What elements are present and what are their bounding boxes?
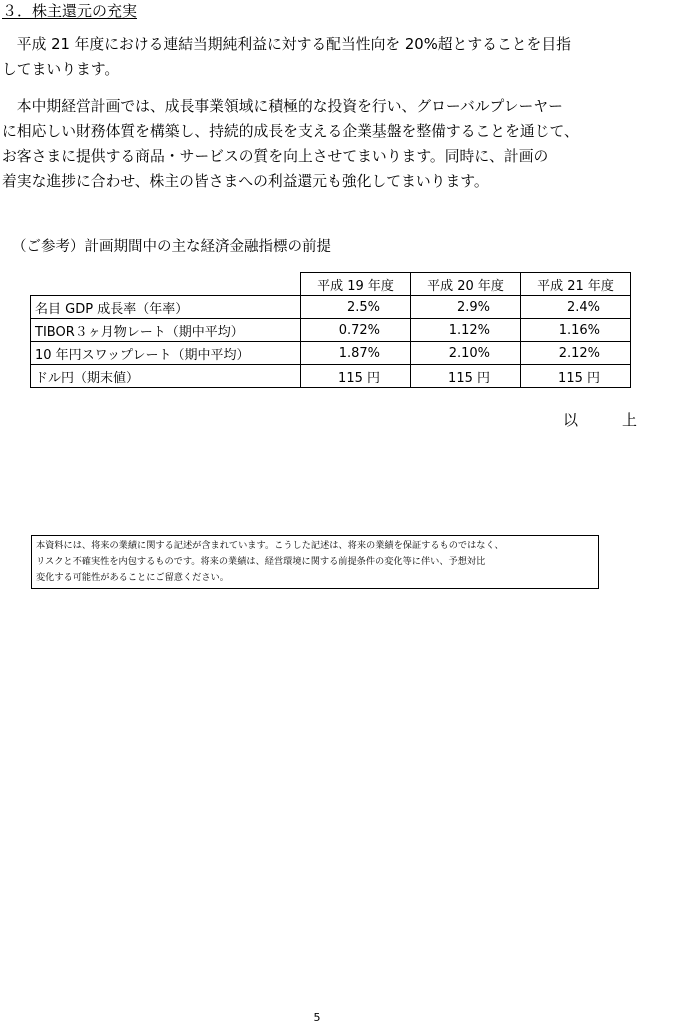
table-cell: 2.9% <box>411 296 521 319</box>
table-cell: 1.16% <box>521 319 631 342</box>
table-header-cell: 平成 21 年度 <box>521 273 631 296</box>
disclaimer-box <box>31 535 599 589</box>
disclaimer-line: 変化する可能性があることにご留意ください。 <box>36 572 229 583</box>
row-label: ドル円（期末値） <box>31 365 301 388</box>
table-row <box>31 319 631 342</box>
paragraph-line: 本中期経営計画では、成長事業領域に積極的な投資を行い、グローバルプレーヤー <box>2 98 563 115</box>
table-row <box>31 342 631 365</box>
reference-title: （ご参考）計画期間中の主な経済金融指標の前提 <box>12 239 331 255</box>
section-heading: ３．株主還元の充実 <box>2 2 138 20</box>
table-row <box>31 296 631 319</box>
table-cell: 2.10% <box>411 342 521 365</box>
row-label: 名目 GDP 成長率（年率） <box>31 296 301 319</box>
table-header-cell: 平成 20 年度 <box>411 273 521 296</box>
disclaimer-line: リスクと不確実性を内包するものです。将来の業績は、経営環境に関する前提条件の変化等に伴い、予想対比 <box>36 556 486 567</box>
paragraph-mid-term-plan <box>2 94 632 194</box>
table-cell: 115 円 <box>521 365 631 388</box>
page-number: 5 <box>313 1011 321 1024</box>
economic-indicators-table <box>30 272 631 388</box>
table-header-cell: 平成 19 年度 <box>301 273 411 296</box>
table-header-row <box>31 273 631 296</box>
closing-mark: 以上 <box>563 411 681 429</box>
table-cell: 1.12% <box>411 319 521 342</box>
table-cell: 0.72% <box>301 319 411 342</box>
paragraph-dividend-policy <box>2 32 632 82</box>
paragraph-line: お客さまに提供する商品・サービスの質を向上させてまいります。同時に、計画の <box>2 148 549 165</box>
row-label: TIBOR３ヶ月物レート（期中平均） <box>31 319 301 342</box>
row-label: 10 年円スワップレート（期中平均） <box>31 342 301 365</box>
table-row <box>31 365 631 388</box>
table-cell: 115 円 <box>411 365 521 388</box>
paragraph-line: に相応しい財務体質を構築し、持続的成長を支える企業基盤を整備することを通じて、 <box>2 123 579 140</box>
disclaimer-line: 本資料には、将来の業績に関する記述が含まれています。こうした記述は、将来の業績を保証するものではなく、 <box>36 540 504 551</box>
table-cell: 2.4% <box>521 296 631 319</box>
paragraph-line: 平成 21 年度における連結当期純利益に対する配当性向を 20%超とすることを目指 <box>2 36 571 53</box>
table-header-cell <box>31 273 301 296</box>
paragraph-line: してまいります。 <box>2 61 120 78</box>
table-cell: 115 円 <box>301 365 411 388</box>
table-cell: 2.12% <box>521 342 631 365</box>
table-cell: 1.87% <box>301 342 411 365</box>
paragraph-line: 着実な進捗に合わせ、株主の皆さまへの利益還元も強化してまいります。 <box>2 173 489 190</box>
table-cell: 2.5% <box>301 296 411 319</box>
